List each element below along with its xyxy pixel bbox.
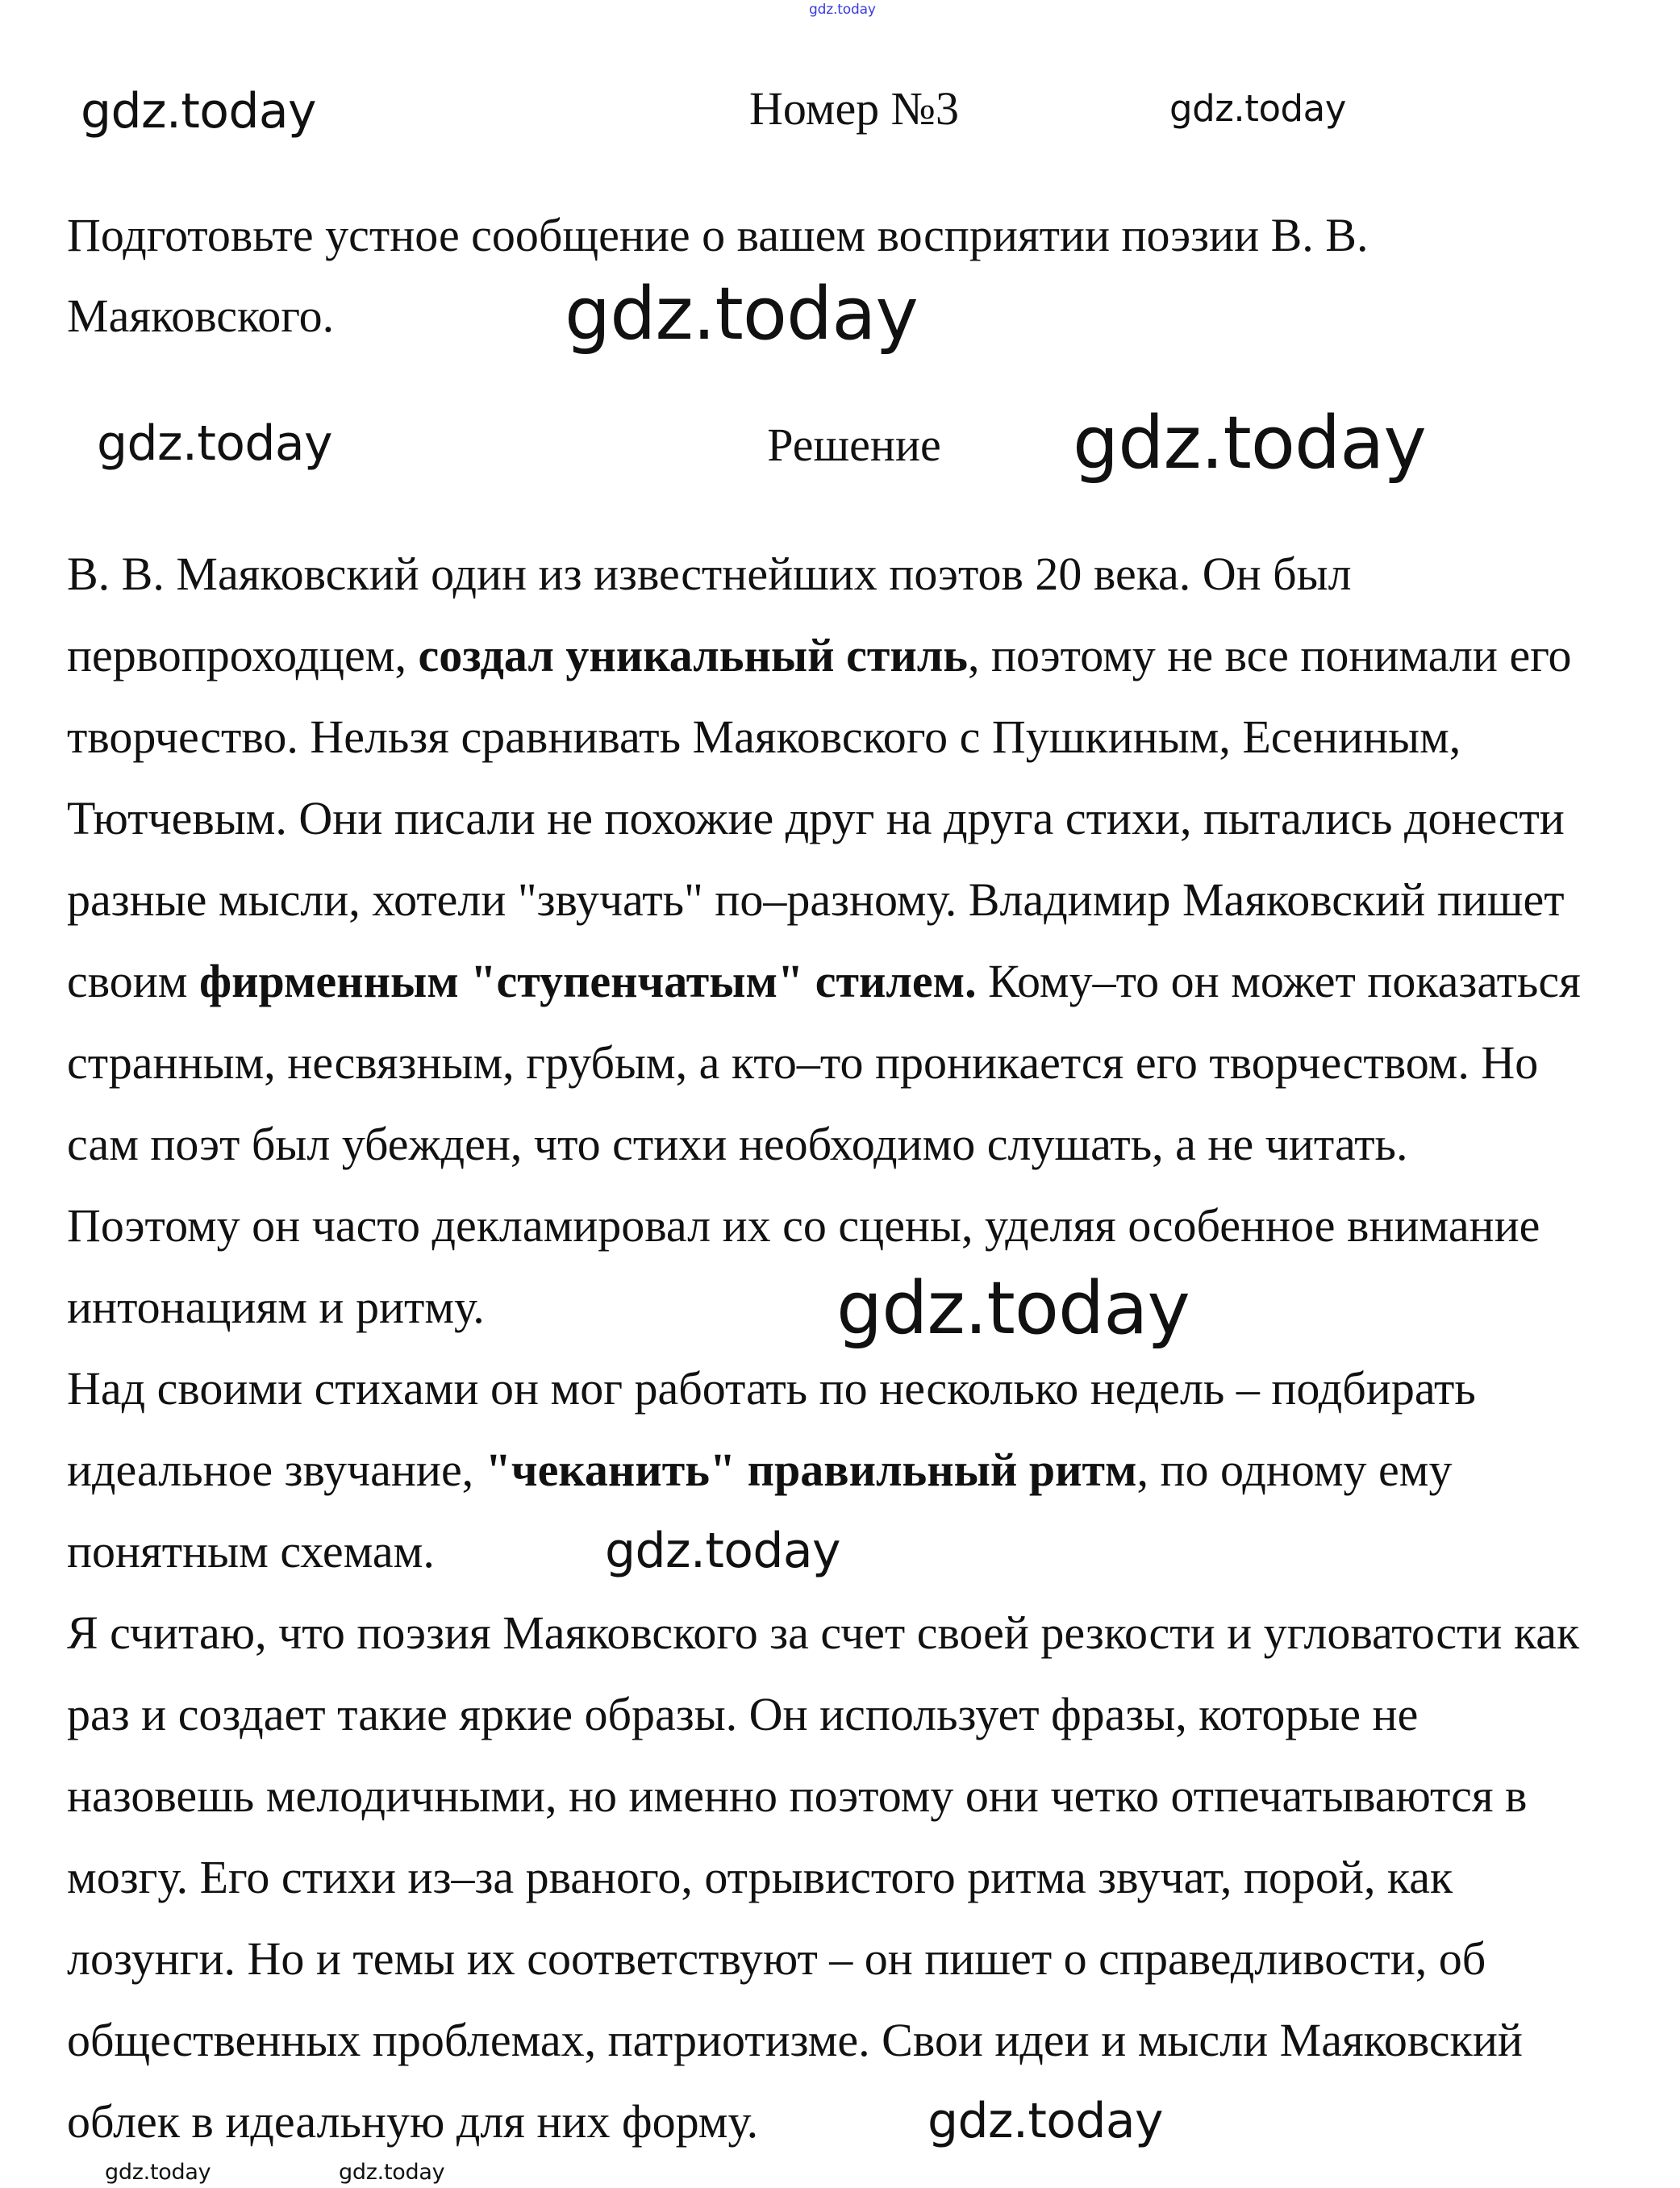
text-line: [67, 2008, 1523, 2073]
text-line: [67, 1519, 435, 1584]
text-line: [67, 1438, 1452, 1502]
text-segment: мозгу. Его стихи из–за рваного, отрывистого ритма звучат, порой, как: [67, 1851, 1453, 1903]
text-line: [67, 1682, 1418, 1747]
text-segment: назовешь мелодичными, но именно поэтому они четко отпечатываются в: [67, 1769, 1528, 1822]
watermark: gdz.today: [1073, 401, 1426, 486]
text-segment: раз и создает такие яркие образы. Он использует фразы, которые не: [67, 1688, 1419, 1740]
watermark: gdz.today: [809, 2, 876, 18]
bold-text: создал уникальный стиль: [418, 629, 968, 681]
watermark: gdz.today: [565, 272, 918, 356]
watermark: gdz.today: [81, 83, 316, 140]
text-line: [67, 2090, 758, 2154]
text-segment: понятным схемам.: [67, 1525, 435, 1577]
text-segment: Поэтому он часто декламировал их со сцены, уделяя особенное внимание: [67, 1199, 1540, 1252]
text-segment: общественных проблемах, патриотизме. Свои идеи и мысли Маяковский: [67, 2014, 1523, 2066]
text-line: [67, 1194, 1540, 1258]
text-segment: Кому–то он может показаться: [976, 955, 1581, 1007]
text-line: [67, 1112, 1408, 1177]
text-segment: творчество. Нельзя сравнивать Маяковского с Пушкиным, Есениным,: [67, 711, 1461, 763]
text-segment: сам поэт был убежден, что стихи необходимо слушать, а не читать.: [67, 1118, 1408, 1170]
text-line: [67, 786, 1565, 851]
watermark: gdz.today: [605, 1523, 840, 1579]
bold-text: "чеканить" правильный ритм: [485, 1444, 1137, 1496]
text-line: [67, 542, 1352, 606]
text-line: [67, 949, 1581, 1014]
text-line: [67, 1275, 485, 1340]
text-segment: Над своими стихами он мог работать по несколько недель – подбирать: [67, 1362, 1476, 1415]
text-segment: , по одному ему: [1136, 1444, 1453, 1496]
text-segment: Тютчевым. Они писали не похожие друг на друга стихи, пытались донести: [67, 792, 1565, 844]
question-line: Маяковского.: [67, 290, 335, 342]
text-segment: облек в идеальную для них форму.: [67, 2095, 759, 2148]
watermark: gdz.today: [339, 2160, 445, 2185]
text-segment: , поэтому не все понимали его: [967, 629, 1572, 681]
watermark: gdz.today: [105, 2160, 211, 2185]
watermark: gdz.today: [928, 2093, 1163, 2149]
watermark: gdz.today: [1169, 87, 1346, 130]
text-segment: лозунги. Но и темы их соответствуют – он пишет о справедливости, об: [67, 1932, 1486, 1985]
text-segment: интонациям и ритму.: [67, 1281, 485, 1333]
text-line: [67, 868, 1565, 932]
text-line: [67, 1927, 1486, 1991]
text-line: [67, 705, 1461, 769]
text-segment: идеальное звучание,: [67, 1444, 486, 1496]
watermark: gdz.today: [97, 415, 332, 472]
text-line: [67, 1845, 1453, 1910]
page-title: Номер №3: [748, 82, 960, 135]
text-line: [67, 1601, 1579, 1665]
solution-heading: Решение: [767, 419, 941, 471]
watermark: gdz.today: [836, 1266, 1190, 1351]
text-segment: Я считаю, что поэзия Маяковского за счет своей резкости и угловатости как: [67, 1607, 1580, 1659]
bold-text: фирменным "ступенчатым" стилем.: [198, 955, 977, 1007]
question-line: Подготовьте устное сообщение о вашем восприятии поэзии В. В.: [67, 209, 1369, 261]
text-line: [67, 1357, 1476, 1421]
text-segment: первопроходцем,: [67, 629, 419, 681]
text-segment: разные мысли, хотели "звучать" по–разному. Владимир Маяковский пишет: [67, 873, 1565, 926]
text-segment: своим: [67, 955, 199, 1007]
text-segment: В. В. Маяковский один из известнейших поэтов 20 века. Он был: [67, 548, 1352, 600]
text-segment: странным, несвязным, грубым, а кто–то проникается его творчеством. Но: [67, 1036, 1539, 1089]
text-line: [67, 1764, 1527, 1828]
text-line: [67, 623, 1572, 688]
text-line: [67, 1031, 1538, 1095]
